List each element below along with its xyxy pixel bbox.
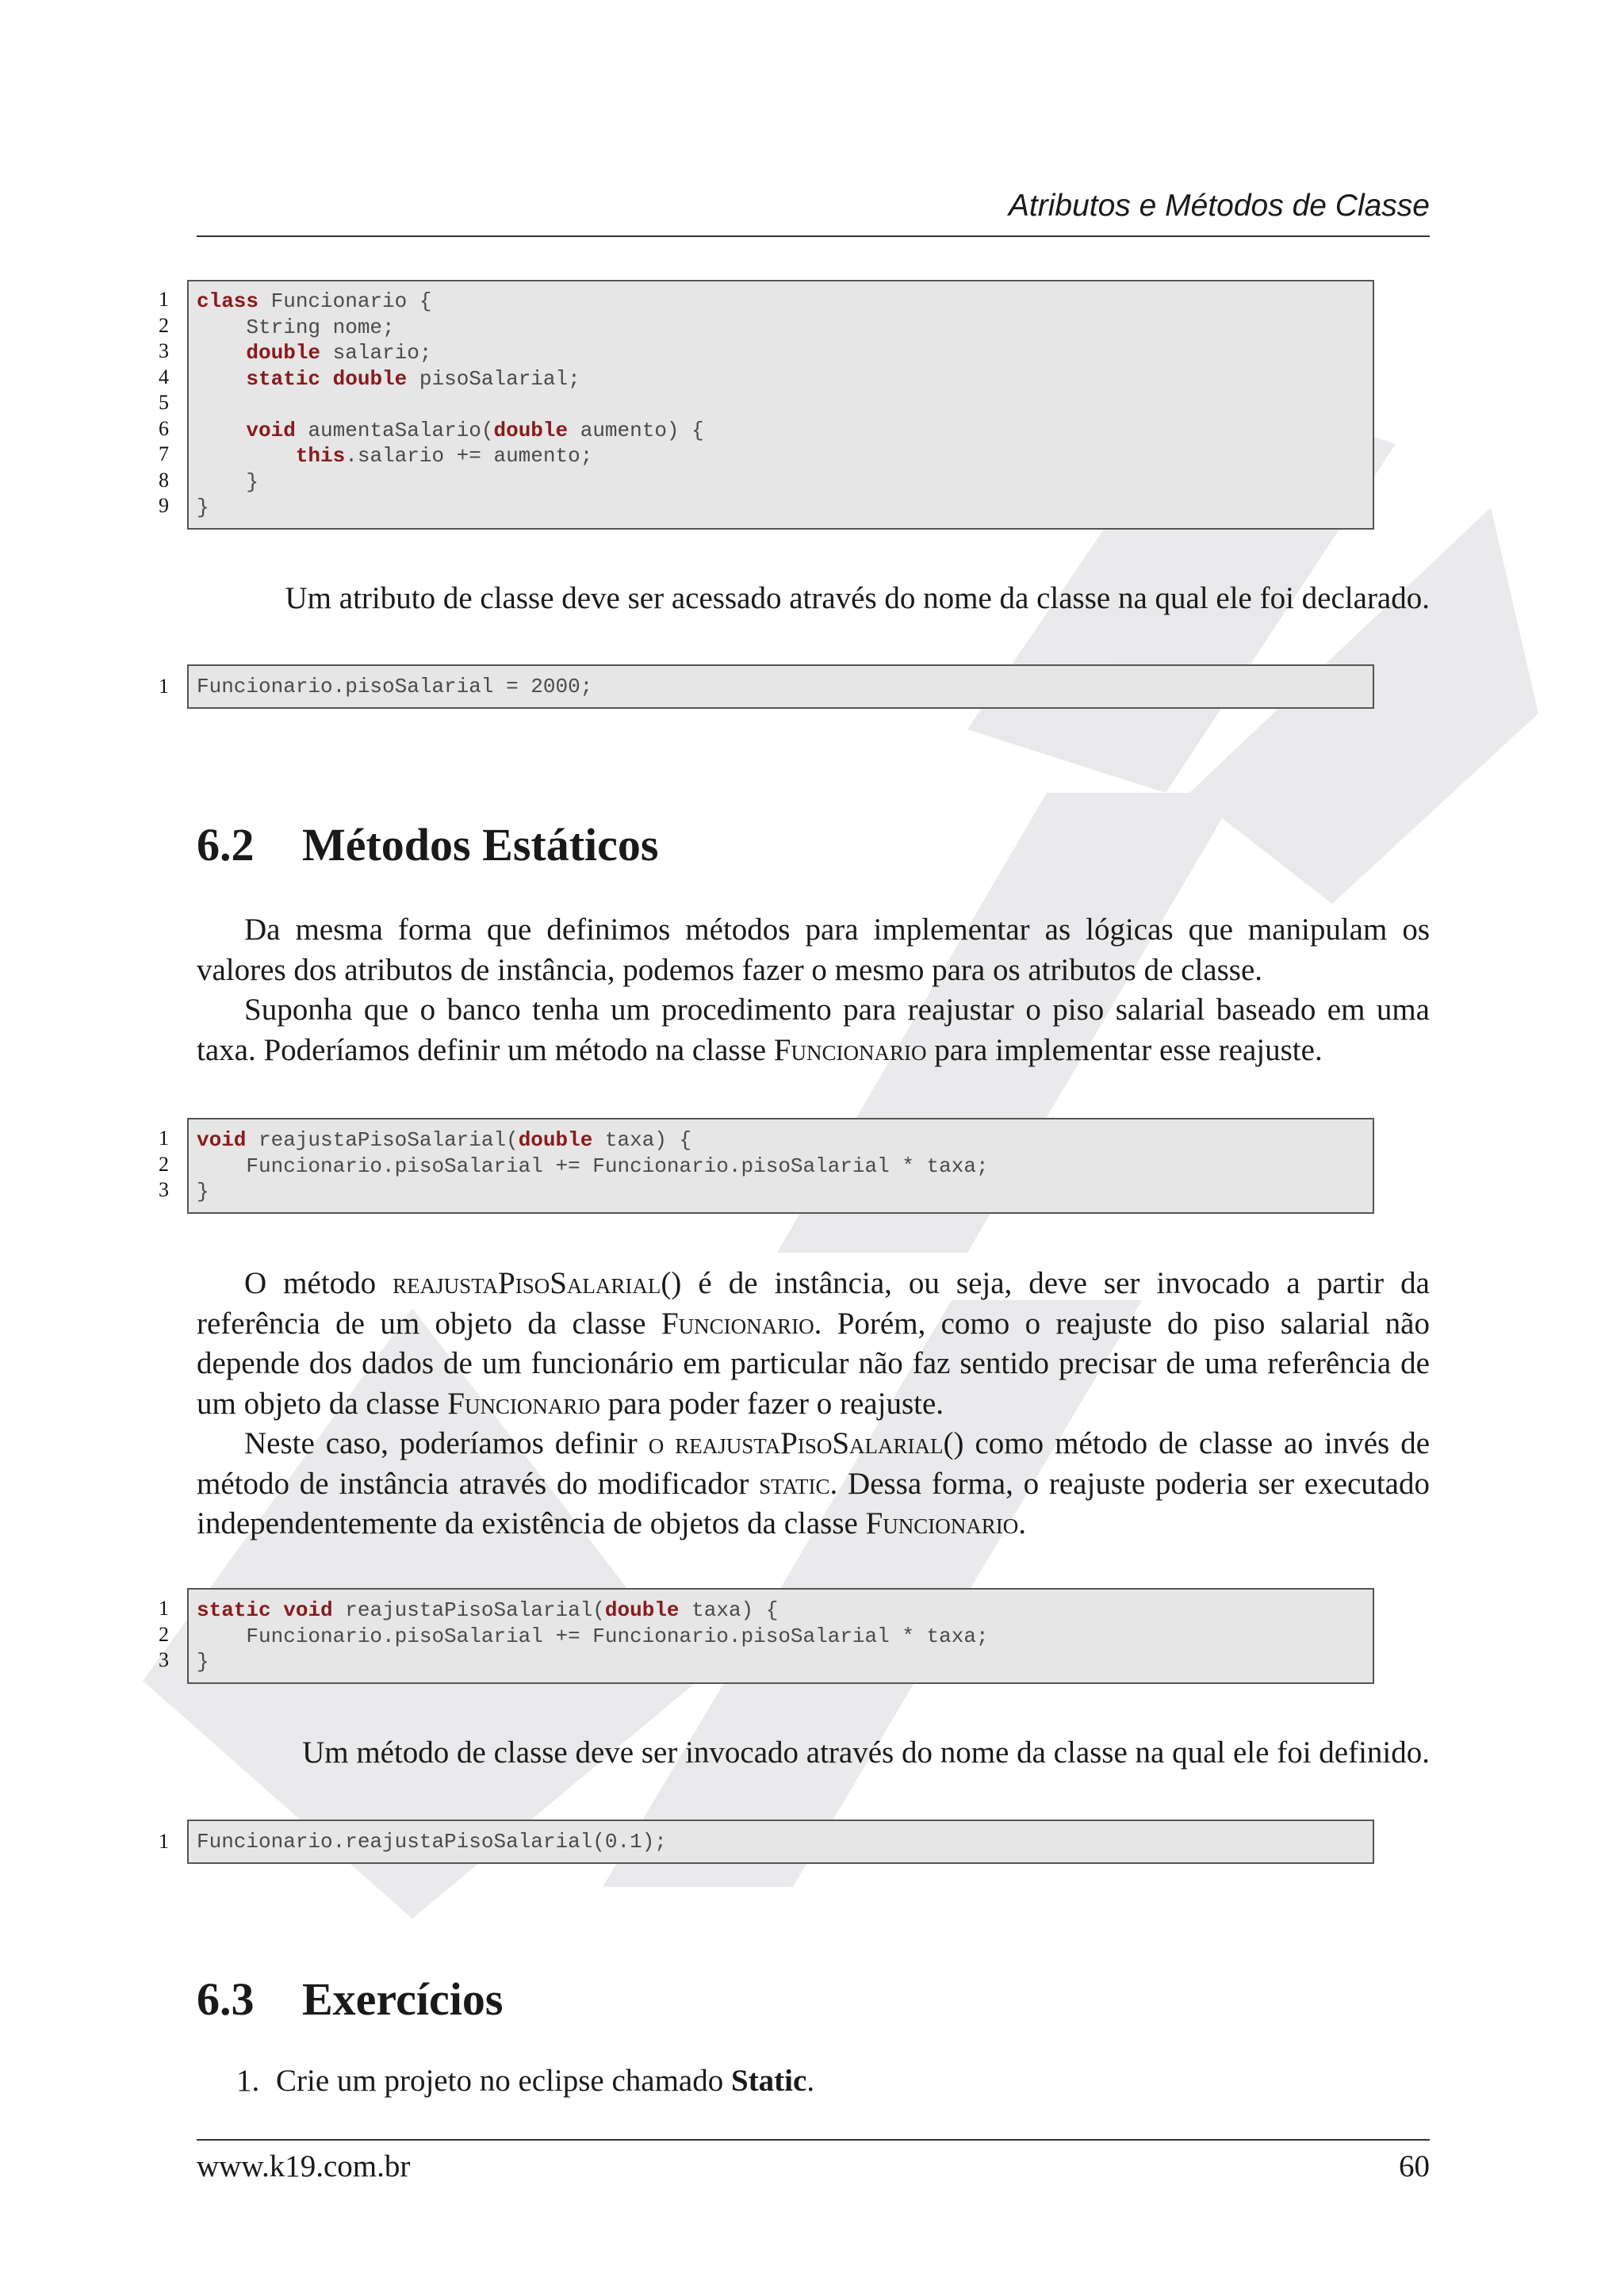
line-number-gutter [0,674,169,700]
header-rule [197,235,1430,237]
code-keyword: static [246,366,321,391]
line-number: 1 [159,1597,169,1620]
list-marker: 1. [236,2064,260,2098]
section-title: Métodos Estáticos [302,819,659,871]
paragraph [197,579,1430,619]
paragraph [197,1264,1430,1544]
project-name: Static [731,2064,807,2098]
list-item: 1. Crie um projeto no eclipse chamado Static. [236,2061,814,2101]
paragraph-text: O método reajustaPisoSalarial() é de instância, ou seja, deve ser invocado a partir da referência de um objeto da classe Funcionario. Porém, como o reajuste do piso salarial não depende dos dados de um funcionário em particular não faz sentido precisar de uma referência de um objeto da classe Funcionario para poder fazer o reajuste. [197,1266,1430,1421]
code-line: String nome; [197,315,395,339]
line-number: 1 [159,288,169,311]
line-number: 8 [159,468,169,492]
footer-url: www.k19.com.br [197,2149,411,2183]
running-header-title: Atributos e Métodos de Classe [1008,189,1430,223]
section-heading [197,818,658,871]
code-line: Funcionario.pisoSalarial += Funcionario.pisoSalarial * taxa; [197,1154,989,1178]
code-line: Funcionario.reajustaPisoSalarial(0.1); [197,1830,667,1854]
section-title: Exercícios [302,1973,504,2025]
code-box [187,280,1374,530]
line-number: 3 [159,339,169,362]
code-keyword: void [246,418,296,442]
code-line: } [197,469,259,494]
line-number: 1 [159,1830,169,1853]
code-box [187,1820,1374,1864]
section-number: 6.3 [197,1973,255,2025]
line-number: 1 [159,1127,169,1150]
code-box [187,1118,1374,1214]
line-number-gutter [0,287,169,519]
line-number: 2 [159,313,169,337]
paragraph-text: Neste caso, poderíamos definir o reajustaPisoSalarial() como método de classe ao invés de método de instância através do modificador static. Dessa forma, o reajuste poderia ser executado independentemente da existência de objetos da classe Funcionario. [197,1426,1431,1540]
code-line: void reajustaPisoSalarial(double taxa) { [197,1128,692,1152]
section-heading [197,1973,503,2026]
code-line: Funcionario.pisoSalarial = 2000; [197,675,593,698]
code-line: } [197,1650,209,1674]
code-keyword: this [295,444,346,468]
section-number: 6.2 [197,819,255,871]
line-number: 6 [159,416,169,440]
code-line: static void reajustaPisoSalarial(double taxa) { [197,1598,779,1622]
code-line: void aumentaSalario(double aumento) { [246,418,704,442]
code-keyword: double [246,341,321,365]
line-number: 2 [159,1622,169,1646]
line-number: 1 [159,675,169,698]
page-number: 60 [1399,2149,1430,2183]
code-box [187,664,1374,709]
line-number: 4 [159,365,169,388]
code-keyword: double [493,418,569,442]
code-line: class Funcionario { [197,289,432,313]
line-number: 7 [159,442,169,465]
line-number: 5 [159,391,169,414]
code-keyword: static [197,1598,271,1622]
code-line: Funcionario.pisoSalarial += Funcionario.pisoSalarial * taxa; [197,1624,989,1648]
code-line: static double pisoSalarial; [246,366,580,391]
code-box [187,1588,1374,1684]
code-keyword: double [332,366,408,391]
code-keyword: double [518,1128,593,1152]
line-number: 9 [159,494,169,517]
paragraph-text: Um método de classe deve ser invocado através do nome da classe na qual ele foi definido. [302,1735,1430,1770]
code-line: this.salario += aumento; [295,444,593,468]
code-line: } [197,496,209,519]
code-keyword: void [283,1598,333,1622]
footer-rule [197,2139,1430,2141]
code-keyword: class [197,289,259,313]
line-number-gutter [0,1596,169,1674]
line-number-gutter [0,1829,169,1855]
paragraph-text: Da mesma forma que definimos métodos para implementar as lógicas que manipulam os valores dos atributos de instância, podemos fazer o mesmo para os atributos de classe. [197,913,1430,987]
exercise-list [236,2061,814,2101]
line-number: 3 [159,1178,169,1201]
line-number: 3 [159,1648,169,1671]
code-keyword: double [604,1598,680,1622]
paragraph [197,910,1430,1070]
paragraph-text: Suponha que o banco tenha um procedimento para reajustar o piso salarial baseado em uma taxa. Poderíamos definir um método na classe Funcionario para implementar esse reajuste. [197,993,1430,1067]
code-keyword: void [197,1128,247,1152]
line-number-gutter [0,1126,169,1203]
code-line: double salario; [246,341,432,365]
line-number: 2 [159,1152,169,1176]
paragraph [197,1733,1430,1774]
code-line: } [197,1180,209,1203]
paragraph-text: Um atributo de classe deve ser acessado através do nome da classe na qual ele foi declarado. [285,581,1430,615]
